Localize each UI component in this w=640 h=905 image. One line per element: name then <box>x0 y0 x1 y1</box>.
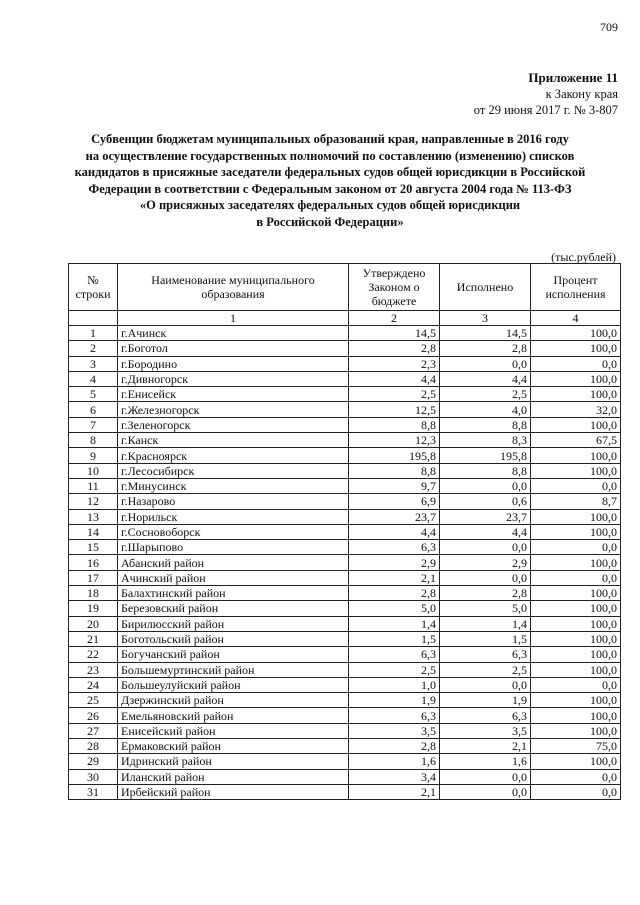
row-number-cell: 14 <box>69 524 118 539</box>
table-row <box>69 524 621 539</box>
municipality-cell: Ачинский район <box>118 570 349 585</box>
percent-cell: 100,0 <box>531 723 621 738</box>
executed-cell: 0,0 <box>440 784 531 799</box>
percent-cell: 8,7 <box>531 494 621 509</box>
executed-cell: 3,5 <box>440 723 531 738</box>
municipality-cell: г.Железногорск <box>118 402 349 417</box>
column-numbers-row <box>69 311 621 326</box>
executed-cell: 2,8 <box>440 341 531 356</box>
percent-cell: 0,0 <box>531 540 621 555</box>
municipality-cell: г.Красноярск <box>118 448 349 463</box>
approved-cell: 14,5 <box>349 326 440 341</box>
executed-cell: 0,6 <box>440 494 531 509</box>
approved-cell: 1,6 <box>349 754 440 769</box>
row-number-cell: 29 <box>69 754 118 769</box>
percent-cell: 32,0 <box>531 402 621 417</box>
column-number-4: 4 <box>531 311 621 326</box>
header-municipality: Наименование муниципального образования <box>118 264 349 311</box>
approved-cell: 1,0 <box>349 677 440 692</box>
approved-cell: 8,8 <box>349 463 440 478</box>
percent-cell: 100,0 <box>531 555 621 570</box>
approved-cell: 2,3 <box>349 356 440 371</box>
table-row <box>69 739 621 754</box>
approved-cell: 195,8 <box>349 448 440 463</box>
executed-cell: 2,9 <box>440 555 531 570</box>
executed-cell: 1,5 <box>440 631 531 646</box>
executed-cell: 4,4 <box>440 524 531 539</box>
municipality-cell: г.Дивногорск <box>118 371 349 386</box>
executed-cell: 6,3 <box>440 647 531 662</box>
executed-cell: 0,0 <box>440 570 531 585</box>
municipality-cell: Иланский район <box>118 769 349 784</box>
municipality-cell: Енисейский район <box>118 723 349 738</box>
table-row <box>69 601 621 616</box>
table-row <box>69 463 621 478</box>
executed-cell: 195,8 <box>440 448 531 463</box>
table-body <box>69 326 621 800</box>
table-row <box>69 616 621 631</box>
row-number-cell: 18 <box>69 586 118 601</box>
approved-cell: 1,4 <box>349 616 440 631</box>
municipality-cell: г.Зеленогорск <box>118 417 349 432</box>
table-row <box>69 677 621 692</box>
table-row <box>69 356 621 371</box>
approved-cell: 8,8 <box>349 417 440 432</box>
approved-cell: 6,9 <box>349 494 440 509</box>
approved-cell: 3,4 <box>349 769 440 784</box>
percent-cell: 0,0 <box>531 356 621 371</box>
table-row <box>69 341 621 356</box>
table-row <box>69 509 621 524</box>
executed-cell: 4,4 <box>440 371 531 386</box>
approved-cell: 12,5 <box>349 402 440 417</box>
table-row <box>69 478 621 493</box>
table-row <box>69 647 621 662</box>
table-row <box>69 708 621 723</box>
table-row <box>69 540 621 555</box>
percent-cell: 0,0 <box>531 784 621 799</box>
table-row <box>69 769 621 784</box>
percent-cell: 0,0 <box>531 677 621 692</box>
municipality-cell: г.Боготол <box>118 341 349 356</box>
row-number-cell: 9 <box>69 448 118 463</box>
row-number-cell: 25 <box>69 693 118 708</box>
row-number-cell: 3 <box>69 356 118 371</box>
executed-cell: 0,0 <box>440 677 531 692</box>
approved-cell: 6,3 <box>349 647 440 662</box>
municipality-cell: г.Минусинск <box>118 478 349 493</box>
appendix-line-2: от 29 июня 2017 г. № 3-807 <box>473 103 618 117</box>
column-number-3: 3 <box>440 311 531 326</box>
approved-cell: 5,0 <box>349 601 440 616</box>
table-row <box>69 723 621 738</box>
municipality-cell: Абанский район <box>118 555 349 570</box>
table-row <box>69 586 621 601</box>
row-number-cell: 11 <box>69 478 118 493</box>
approved-cell: 12,3 <box>349 433 440 448</box>
municipality-cell: Емельяновский район <box>118 708 349 723</box>
approved-cell: 2,5 <box>349 662 440 677</box>
row-number-cell: 20 <box>69 616 118 631</box>
table-row <box>69 631 621 646</box>
municipality-cell: Ермаковский район <box>118 739 349 754</box>
table-header-row <box>69 264 621 311</box>
row-number-cell: 15 <box>69 540 118 555</box>
row-number-cell: 8 <box>69 433 118 448</box>
row-number-cell: 10 <box>69 463 118 478</box>
approved-cell: 2,8 <box>349 586 440 601</box>
page-number: 709 <box>600 20 618 34</box>
percent-cell: 75,0 <box>531 739 621 754</box>
municipality-cell: г.Енисейск <box>118 387 349 402</box>
row-number-cell: 17 <box>69 570 118 585</box>
table-row <box>69 693 621 708</box>
executed-cell: 23,7 <box>440 509 531 524</box>
heading-line-2: на осуществление государственных полномочий по составлению (изменению) списков <box>85 148 575 163</box>
table-row <box>69 402 621 417</box>
percent-cell: 100,0 <box>531 708 621 723</box>
municipality-cell: Дзержинский район <box>118 693 349 708</box>
municipality-cell: Большеулуйский район <box>118 677 349 692</box>
executed-cell: 8,8 <box>440 463 531 478</box>
approved-cell: 23,7 <box>349 509 440 524</box>
approved-cell: 1,5 <box>349 631 440 646</box>
table-row <box>69 662 621 677</box>
row-number-cell: 24 <box>69 677 118 692</box>
heading-line-3: кандидатов в присяжные заседатели федеральных судов общей юрисдикции в Российской <box>74 165 586 180</box>
percent-cell: 0,0 <box>531 478 621 493</box>
heading-line-6: в Российской Федерации» <box>256 214 404 229</box>
table-row <box>69 387 621 402</box>
executed-cell: 1,6 <box>440 754 531 769</box>
executed-cell: 2,1 <box>440 739 531 754</box>
percent-cell: 100,0 <box>531 417 621 432</box>
executed-cell: 8,3 <box>440 433 531 448</box>
executed-cell: 14,5 <box>440 326 531 341</box>
percent-cell: 100,0 <box>531 616 621 631</box>
approved-cell: 2,8 <box>349 739 440 754</box>
table-row <box>69 326 621 341</box>
approved-cell: 6,3 <box>349 708 440 723</box>
executed-cell: 6,3 <box>440 708 531 723</box>
municipality-cell: г.Норильск <box>118 509 349 524</box>
percent-cell: 100,0 <box>531 524 621 539</box>
approved-cell: 2,8 <box>349 341 440 356</box>
row-number-cell: 31 <box>69 784 118 799</box>
percent-cell: 100,0 <box>531 463 621 478</box>
row-number-cell: 7 <box>69 417 118 432</box>
percent-cell: 100,0 <box>531 371 621 386</box>
table-row <box>69 371 621 386</box>
percent-cell: 100,0 <box>531 662 621 677</box>
header-executed: Исполнено <box>440 264 531 311</box>
table-row <box>69 555 621 570</box>
executed-cell: 0,0 <box>440 540 531 555</box>
approved-cell: 2,9 <box>349 555 440 570</box>
municipality-cell: Балахтинский район <box>118 586 349 601</box>
percent-cell: 100,0 <box>531 754 621 769</box>
appendix-block <box>474 70 618 118</box>
municipality-cell: г.Лесосибирск <box>118 463 349 478</box>
heading-line-5: «О присяжных заседателях федеральных судов общей юрисдикции <box>139 198 521 213</box>
percent-cell: 0,0 <box>531 769 621 784</box>
approved-cell: 9,7 <box>349 478 440 493</box>
municipality-cell: г.Шарыпово <box>118 540 349 555</box>
municipality-cell: Большемуртинский район <box>118 662 349 677</box>
executed-cell: 0,0 <box>440 769 531 784</box>
percent-cell: 0,0 <box>531 570 621 585</box>
executed-cell: 5,0 <box>440 601 531 616</box>
row-number-cell: 22 <box>69 647 118 662</box>
row-number-cell: 28 <box>69 739 118 754</box>
executed-cell: 8,8 <box>440 417 531 432</box>
table-row <box>69 494 621 509</box>
municipality-cell: Березовский район <box>118 601 349 616</box>
document-heading <box>60 131 600 231</box>
executed-cell: 2,5 <box>440 387 531 402</box>
municipality-cell: Бирилюсский район <box>118 616 349 631</box>
executed-cell: 0,0 <box>440 478 531 493</box>
percent-cell: 100,0 <box>531 448 621 463</box>
approved-cell: 4,4 <box>349 524 440 539</box>
percent-cell: 100,0 <box>531 693 621 708</box>
heading-line-4: Федерации в соответствии с Федеральным законом от 20 августа 2004 года № 113-ФЗ <box>88 181 572 196</box>
row-number-cell: 21 <box>69 631 118 646</box>
approved-cell: 2,1 <box>349 784 440 799</box>
header-row-number: № строки <box>69 264 118 311</box>
executed-cell: 1,4 <box>440 616 531 631</box>
approved-cell: 2,5 <box>349 387 440 402</box>
table-row <box>69 448 621 463</box>
units-label: (тыс.рублей) <box>551 250 616 264</box>
percent-cell: 100,0 <box>531 387 621 402</box>
table-row <box>69 417 621 432</box>
percent-cell: 100,0 <box>531 341 621 356</box>
percent-cell: 100,0 <box>531 326 621 341</box>
row-number-cell: 16 <box>69 555 118 570</box>
percent-cell: 100,0 <box>531 631 621 646</box>
row-number-cell: 12 <box>69 494 118 509</box>
municipality-cell: Богучанский район <box>118 647 349 662</box>
municipality-cell: г.Бородино <box>118 356 349 371</box>
percent-cell: 100,0 <box>531 647 621 662</box>
approved-cell: 1,9 <box>349 693 440 708</box>
table-row <box>69 433 621 448</box>
row-number-cell: 5 <box>69 387 118 402</box>
table-row <box>69 784 621 799</box>
heading-line-1: Субвенции бюджетам муниципальных образований края, направленные в 2016 году <box>91 132 569 146</box>
municipality-cell: Ирбейский район <box>118 784 349 799</box>
executed-cell: 2,8 <box>440 586 531 601</box>
approved-cell: 4,4 <box>349 371 440 386</box>
municipality-cell: г.Ачинск <box>118 326 349 341</box>
row-number-cell: 1 <box>69 326 118 341</box>
municipality-cell: г.Канск <box>118 433 349 448</box>
row-number-cell: 4 <box>69 371 118 386</box>
column-number-1: 1 <box>118 311 349 326</box>
row-number-cell: 13 <box>69 509 118 524</box>
appendix-line-1: к Закону края <box>545 87 618 101</box>
row-number-cell: 26 <box>69 708 118 723</box>
executed-cell: 0,0 <box>440 356 531 371</box>
table-row <box>69 754 621 769</box>
percent-cell: 100,0 <box>531 509 621 524</box>
municipality-cell: Идринский район <box>118 754 349 769</box>
municipality-cell: Боготольский район <box>118 631 349 646</box>
header-percent: Процент исполнения <box>531 264 621 311</box>
row-number-cell: 27 <box>69 723 118 738</box>
table-row <box>69 570 621 585</box>
municipality-cell: г.Сосновоборск <box>118 524 349 539</box>
approved-cell: 3,5 <box>349 723 440 738</box>
percent-cell: 100,0 <box>531 586 621 601</box>
executed-cell: 1,9 <box>440 693 531 708</box>
approved-cell: 6,3 <box>349 540 440 555</box>
subventions-table <box>68 263 621 800</box>
row-number-cell: 2 <box>69 341 118 356</box>
row-number-cell: 30 <box>69 769 118 784</box>
column-number-2: 2 <box>349 311 440 326</box>
row-number-cell: 19 <box>69 601 118 616</box>
percent-cell: 67,5 <box>531 433 621 448</box>
header-approved: Утверждено Законом о бюджете <box>349 264 440 311</box>
row-number-cell: 6 <box>69 402 118 417</box>
approved-cell: 2,1 <box>349 570 440 585</box>
row-number-cell: 23 <box>69 662 118 677</box>
executed-cell: 2,5 <box>440 662 531 677</box>
executed-cell: 4,0 <box>440 402 531 417</box>
column-number-empty <box>69 311 118 326</box>
percent-cell: 100,0 <box>531 601 621 616</box>
municipality-cell: г.Назарово <box>118 494 349 509</box>
appendix-title: Приложение 11 <box>528 70 618 85</box>
